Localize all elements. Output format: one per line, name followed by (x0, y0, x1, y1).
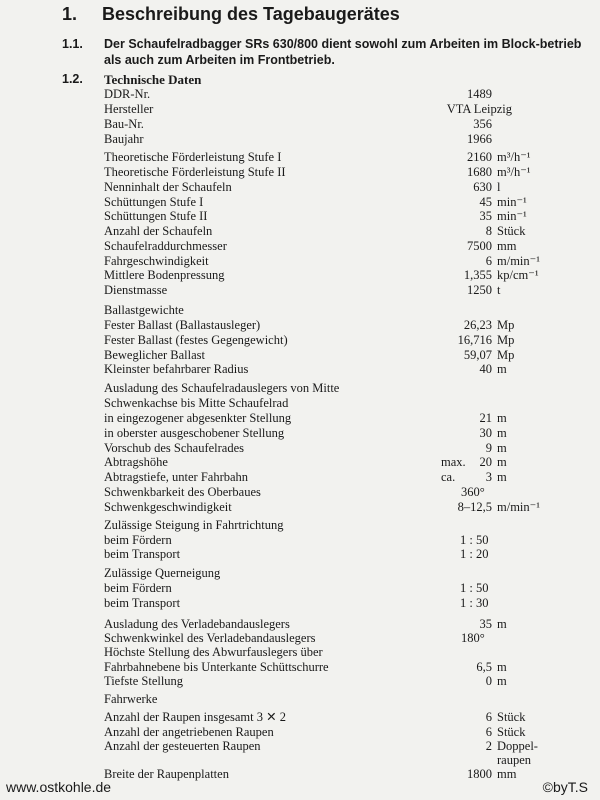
spec-row (0, 441, 600, 456)
spec-unit: m (497, 455, 507, 469)
spec-row (0, 645, 600, 660)
spec-label: Kleinster befahrbarer Radius (104, 362, 249, 376)
spec-label: Abtragshöhe (104, 455, 168, 469)
spec-row (0, 581, 600, 596)
spec-label: Höchste Stellung des Abwurfauslegers über (104, 645, 323, 659)
spec-value: 1 : 20 (460, 547, 489, 561)
spec-unit: m (497, 660, 507, 674)
section-1-2-title: Technische Daten (104, 72, 202, 87)
spec-unit: m (497, 362, 507, 376)
spec-row (0, 87, 600, 102)
spec-value: 1250 (467, 283, 492, 297)
section-1-2-number: 1.2. (62, 72, 83, 86)
footer-copyright: ©byT.S (542, 779, 588, 795)
spec-value: 0 (485, 674, 492, 688)
spec-label: Hersteller (104, 102, 154, 116)
spec-value: VTA Leipzig (446, 102, 512, 116)
chapter-number: 1. (62, 4, 78, 24)
spec-label: Abtragstiefe, unter Fahrbahn (104, 470, 249, 484)
spec-value: 1966 (467, 132, 492, 146)
spec-row (0, 362, 600, 377)
spec-value: 20 (479, 455, 492, 469)
steigung-heading: Zulässige Steigung in Fahrtrichtung (104, 518, 284, 532)
spec-label: Fahrgeschwindigkeit (104, 254, 209, 268)
spec-value: 9 (485, 441, 492, 455)
spec-row (0, 195, 600, 210)
spec-unit: t (497, 283, 501, 297)
spec-unit: m (497, 426, 507, 440)
spec-value: 3 (485, 470, 492, 484)
spec-row (0, 348, 600, 363)
spec-row (0, 631, 600, 646)
spec-label: Mittlere Bodenpressung (104, 268, 225, 282)
spec-row (0, 753, 600, 768)
spec-value: 630 (473, 180, 492, 194)
spec-unit: min⁻¹ (497, 195, 527, 209)
spec-label: Fester Ballast (festes Gegengewicht) (104, 333, 288, 347)
spec-unit: m³/h⁻¹ (497, 165, 531, 179)
subheading (0, 303, 600, 318)
spec-label: Anzahl der gesteuerten Raupen (104, 739, 261, 753)
spec-row (0, 660, 600, 675)
spec-row (0, 725, 600, 740)
spec-row (0, 318, 600, 333)
spec-unit: min⁻¹ (497, 209, 527, 223)
spec-value: 2160 (467, 150, 492, 164)
spec-value: 16,716 (457, 333, 492, 347)
spec-value: 35 (479, 209, 492, 223)
spec-value: 180° (461, 631, 485, 645)
spec-value: 360° (461, 485, 485, 499)
spec-row (0, 180, 600, 195)
spec-value: 8 (485, 224, 492, 238)
spec-row (0, 411, 600, 426)
spec-unit: m (497, 674, 507, 688)
spec-value: 2 (485, 739, 492, 753)
spec-unit: Stück (497, 224, 526, 238)
subheading (0, 518, 600, 533)
spec-label: Anzahl der angetriebenen Raupen (104, 725, 274, 739)
chapter-title: Beschreibung des Tagebaugerätes (102, 4, 400, 24)
spec-unit: mm (497, 767, 517, 781)
spec-row (0, 547, 600, 562)
spec-row (0, 333, 600, 348)
spec-row (0, 209, 600, 224)
spec-unit: m (497, 617, 507, 631)
spec-value: 8–12,5 (457, 500, 492, 514)
spec-label: Fester Ballast (Ballastausleger) (104, 318, 261, 332)
spec-value: 1 : 30 (460, 596, 489, 610)
spec-row (0, 239, 600, 254)
spec-value: 35 (479, 617, 492, 631)
spec-unit: mm (497, 239, 517, 253)
spec-row (0, 710, 600, 725)
ausladung-heading: Ausladung des Schaufelradauslegers von Mitte (104, 381, 340, 395)
querneigung-heading: Zulässige Querneigung (104, 566, 221, 580)
spec-value: 21 (479, 411, 492, 425)
spec-label: Anzahl der Schaufeln (104, 224, 213, 238)
spec-value: 6 (485, 254, 492, 268)
spec-row (0, 283, 600, 298)
spec-unit: Stück (497, 710, 526, 724)
spec-label: Schaufelraddurchmesser (104, 239, 227, 253)
subheading (0, 692, 600, 707)
spec-label: Breite der Raupenplatten (104, 767, 229, 781)
footer-website: www.ostkohle.de (6, 779, 112, 795)
subheading (0, 566, 600, 581)
spec-label: beim Transport (104, 596, 181, 610)
spec-unit: kp/cm⁻¹ (497, 268, 539, 282)
spec-label: Dienstmasse (104, 283, 168, 297)
spec-label: Schwenkwinkel des Verladebandauslegers (104, 631, 316, 645)
spec-row (0, 485, 600, 500)
spec-label: Baujahr (104, 132, 144, 146)
spec-unit: Mp (497, 348, 515, 362)
spec-value: 1800 (467, 767, 492, 781)
spec-row (0, 596, 600, 611)
spec-row (0, 132, 600, 147)
spec-row (0, 224, 600, 239)
spec-row (0, 533, 600, 548)
spec-label: Schüttungen Stufe I (104, 195, 204, 209)
section-1-1-text: Der Schaufelradbagger SRs 630/800 dient sowohl zum Arbeiten im Block-betrieb als auch zum Arbeiten im Frontbetrieb. (104, 37, 582, 67)
spec-row (0, 470, 600, 485)
ballast-heading: Ballastgewichte (104, 303, 184, 317)
spec-label: beim Fördern (104, 581, 172, 595)
fahrwerke-heading: Fahrwerke (104, 692, 158, 706)
spec-row (0, 165, 600, 180)
spec-unit: m (497, 411, 507, 425)
spec-row (0, 455, 600, 470)
spec-label: beim Fördern (104, 533, 172, 547)
spec-unit: l (497, 180, 501, 194)
spec-value: 1 : 50 (460, 533, 489, 547)
spec-label: Ausladung des Verladebandauslegers (104, 617, 290, 631)
spec-label: Anzahl der Raupen insgesamt 3 ✕ 2 (104, 710, 286, 724)
spec-row (0, 674, 600, 689)
section-1-1-number: 1.1. (62, 37, 83, 51)
spec-label: Schwenkgeschwindigkeit (104, 500, 232, 514)
spec-value: 45 (479, 195, 492, 209)
spec-unit: Mp (497, 318, 515, 332)
spec-row (0, 500, 600, 515)
spec-row (0, 102, 600, 117)
spec-value: 6 (485, 725, 492, 739)
spec-unit: Stück (497, 725, 526, 739)
spec-unit: m/min⁻¹ (497, 500, 540, 514)
spec-value: 40 (479, 362, 492, 376)
spec-label: Schüttungen Stufe II (104, 209, 208, 223)
spec-label: Nenninhalt der Schaufeln (104, 180, 232, 194)
spec-unit: Mp (497, 333, 515, 347)
spec-label: Bau-Nr. (104, 117, 144, 131)
spec-label: Tiefste Stellung (104, 674, 184, 688)
spec-label: Theoretische Förderleistung Stufe I (104, 150, 282, 164)
spec-label: in eingezogener abgesenkter Stellung (104, 411, 292, 425)
spec-value: 30 (479, 426, 492, 440)
spec-prefix: max. (441, 455, 466, 469)
spec-unit: m/min⁻¹ (497, 254, 540, 268)
spec-row (0, 617, 600, 632)
spec-unit: m (497, 441, 507, 455)
ausladung-heading-2: Schwenkachse bis Mitte Schaufelrad (104, 396, 289, 410)
spec-row (0, 268, 600, 283)
spec-value: 1680 (467, 165, 492, 179)
spec-value: 26,23 (463, 318, 492, 332)
spec-label: DDR-Nr. (104, 87, 151, 101)
spec-label: in oberster ausgeschobener Stellung (104, 426, 285, 440)
spec-value: 6 (485, 710, 492, 724)
spec-value: 356 (473, 117, 492, 131)
spec-value: 1489 (467, 87, 492, 101)
spec-unit: raupen (497, 753, 532, 767)
spec-unit: m (497, 470, 507, 484)
spec-unit: Doppel- (497, 739, 538, 753)
spec-value: 7500 (467, 239, 492, 253)
spec-label: Fahrbahnebene bis Unterkante Schüttschurre (104, 660, 329, 674)
spec-row (0, 426, 600, 441)
spec-value: 1 : 50 (460, 581, 489, 595)
spec-row (0, 739, 600, 754)
spec-prefix: ca. (441, 470, 456, 484)
subheading (0, 396, 600, 411)
spec-label: Theoretische Förderleistung Stufe II (104, 165, 286, 179)
spec-label: beim Transport (104, 547, 181, 561)
spec-row (0, 150, 600, 165)
spec-label: Vorschub des Schaufelrades (104, 441, 245, 455)
spec-label: Schwenkbarkeit des Oberbaues (104, 485, 261, 499)
spec-label: Beweglicher Ballast (104, 348, 206, 362)
spec-value: 6,5 (476, 660, 492, 674)
subheading (0, 381, 600, 396)
spec-unit: m³/h⁻¹ (497, 150, 531, 164)
spec-value: 59,07 (463, 348, 492, 362)
spec-value: 1,355 (463, 268, 492, 282)
spec-row (0, 254, 600, 269)
spec-row (0, 117, 600, 132)
